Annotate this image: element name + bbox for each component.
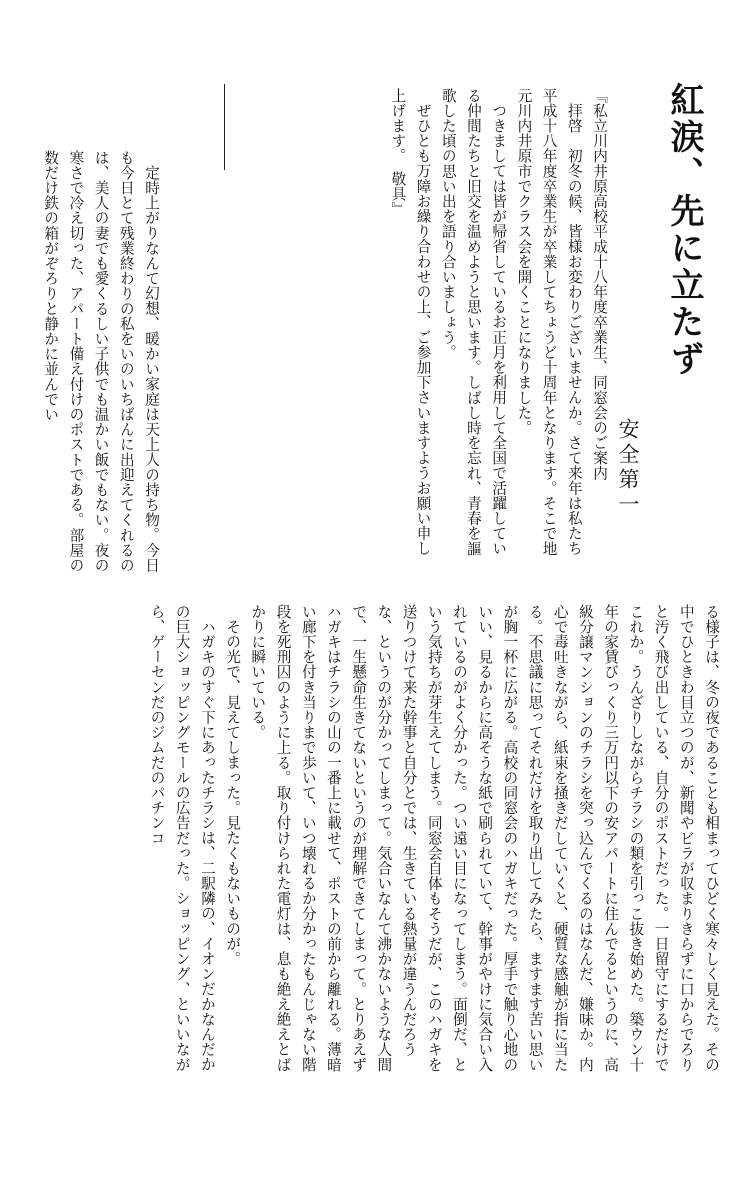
narrative-lower [34, 604, 724, 1074]
letter-paragraph: 拝啓 初冬の候、皆様お変わりございませんか。さて来年は私たち平成十八年度卒業生が卒業してちょうど十周年となります。そこで地元川内井原市でクラス会を開くことになりました。 [515, 88, 583, 557]
narrative-upper [28, 150, 164, 580]
author-name: 安全第一 [616, 418, 640, 518]
narrative-paragraph: 定時上がりなんて幻想、暖かい家庭は天上人の持ち物。今日も今日とて残業終わりの私をいのいちばんに出迎えてくれるのは、美人の妻でも愛くるしい子供でも温かい飯でもない。夜の寒さで冷え切った、アパート備え付けのポストである。部屋の数だけ鉄の箱がぞろりと静かに並んでい [42, 150, 160, 573]
section-divider [224, 84, 225, 170]
story-title: 紅涙、先に立たず [664, 82, 704, 378]
letter-paragraph: ぜひとも万障お繰り合わせの上、ご参加下さいますようお願い申し上げます。 敬具』 [389, 88, 432, 556]
letter-heading: 『私立川内井原高校平成十八年度卒業生、同窓会のご案内 [591, 88, 608, 481]
narrative-paragraph: その光で、見えてしまった。見たくもないものが。 [224, 618, 242, 966]
letter-paragraph: つきましては皆が帰省しているお正月を利用して全国で活躍している仲間たちと旧交を温めようと思います。しばし時を忘れ、青春を謳歌した頃の思い出を語り合いましょう。 [439, 88, 508, 557]
narrative-paragraph: る様子は、冬の夜であることも相まってひどく寒々しく見えた。その中でひときわ目立つのが、新聞やビラが収まりきらずに口からでろりと汚く飛び出している、自分のポストだった。一日留守にするだけでこれか。うんざりしながらチラシの類を引っこ抜き始めた。築ウン十年の家賃びっくり三万円以下の安アパートに住んでるというのに、高級分譲マンションのチラシを突っ込んでくるのはなんだ、嫌味か。内心で毒吐きながら、紙束を掻きだしていくと、硬質な感触が指に当たる。不思議に思ってそれだけを取り出してみたら、ますます苦い思いが胸一杯に広がる。高校の同窓会のハガキだった。厚手で触り心地のいい、見るからに高そうな紙で刷られていて、幹事がやけに気合い入れているのがよく分かった。つい遠い目になってしまう。面倒だ、という気持ちが芽生えてしまう。同窓会自体もそうだが、このハガキを送りつけて来た幹事と自分とでは、生きている熱量が違うんだろうな、というのが分かってしまって。気合いなんて沸かないような人間で、一生懸命生きてないというのが理解できてしまって。とりあえずハガキはチラシの山の一番上に載せて、ポストの前から離れる。薄暗い廊下を付き当りまで歩いて、いつ壊れるか分かったもんじゃない階段を死刑囚のように上る。取り付けられた電灯は、息も絶え絶えとばかりに瞬いている。 [249, 604, 720, 1073]
narrative-paragraph: ハガキのすぐ下にあったチラシは、二駅隣の、イオンだかなんだかの巨大ショッピングモールの広告だった。ショッピング、といいながら、ゲーセンだのジムだのパチンコ [148, 604, 216, 1073]
invitation-letter [256, 88, 612, 568]
